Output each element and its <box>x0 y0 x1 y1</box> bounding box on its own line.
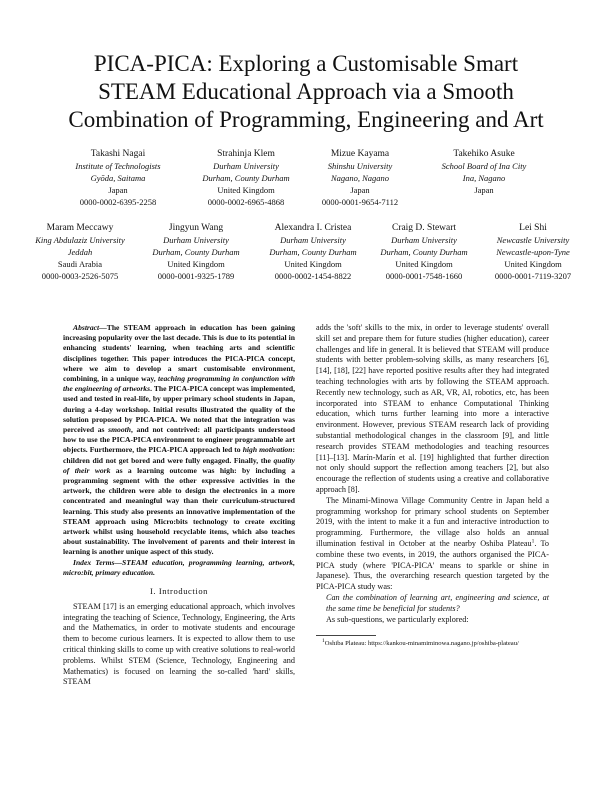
author-affiliation: Institute of Technologists <box>75 161 161 171</box>
author-block <box>58 148 178 208</box>
section-heading: I. Introduction <box>149 586 209 597</box>
abstract-text: , and not contrived: all participants understood how to use the PICA-PICA environment to engineer programmable art objects. Furthermore, the PICA-PICA approach led to <box>63 425 295 455</box>
abstract-emphasis: quality of their work <box>63 455 295 475</box>
abstract-emphasis: high motivation <box>242 445 293 455</box>
author-country: United Kingdom <box>217 185 275 195</box>
author-country: Japan <box>108 185 128 195</box>
author-block <box>186 148 306 208</box>
body-paragraph: As sub-questions, we particularly explored: <box>326 614 469 624</box>
footnote-divider <box>316 635 376 636</box>
author-affiliation: School Board of Ina City <box>441 161 527 171</box>
author-location: Durham, County Durham <box>152 247 240 257</box>
author-country: United Kingdom <box>284 259 342 269</box>
author-country: United Kingdom <box>504 259 562 269</box>
author-name: Alexandra I. Cristea <box>274 223 352 233</box>
right-column <box>316 323 549 649</box>
author-country: Japan <box>474 185 494 195</box>
author-block <box>368 222 480 282</box>
body-text: The Minami-Minowa Village Community Centre in Japan held a programming workshop for primary school students on September 2019, with the intent to make it a fun and interactive introduction to programming. Furthermore, the village also holds an annual illumination festival in October at the nearby Oshiba Plateau <box>316 495 549 548</box>
author-name: Maram Meccawy <box>46 223 114 233</box>
paper-title <box>40 50 572 134</box>
title-line: PICA-PICA: Exploring a Customisable Smart <box>93 51 519 76</box>
body-paragraph: STEAM [17] is an emerging educational approach, which involves integrating the teaching of Science, Technology, Engineering, the Arts and the Mathematics, in order to motivate students and encourage them to become curious learners. It is expected to allow them to use critical thinking skills to come up with creative solutions to real-world problems. Whilst STEM (Science, Technology, Engineering and Mathematics) is focused on learning the so-called 'hard' skills, STEAM <box>63 601 295 687</box>
abstract-text: as a learning outcome was high: by including a programming segment with the other expressive activities in the artwork, the children were able to design the electronics in a more concentrated and meaningful way than their curriculum-structured learning. This study also presents an innovative implementation of the STEAM approach using Micro:bits technology to create exciting artwork whilst using household recyclable items, which also teaches about sustainability. The involvement of parents and their interest in learning is another unique aspect of this study. <box>63 465 295 557</box>
title-line: STEAM Educational Approach via a Smooth <box>98 79 514 104</box>
author-country: Saudi Arabia <box>57 259 103 269</box>
author-orcid: 0000-0002-6965-4868 <box>207 197 285 207</box>
author-name: Jingyun Wang <box>168 223 224 233</box>
author-block <box>422 148 546 196</box>
research-question: Can the combination of learning art, engineering and science, at the same time be beneficial for students? <box>326 592 549 613</box>
abstract-emphasis: smooth <box>108 425 131 435</box>
index-terms: Index Terms—STEAM education, programming learning, artwork, micro:bit, primary education. <box>63 557 295 577</box>
author-location: Durham, County Durham <box>269 247 357 257</box>
author-orcid: 0000-0003-2526-5075 <box>41 271 119 281</box>
author-affiliation: Shinshu University <box>327 161 393 171</box>
author-block <box>24 222 136 282</box>
author-name: Mizue Kayama <box>330 149 390 159</box>
footnote-marker: 1 <box>322 638 325 645</box>
author-location: Gyōda, Saitama <box>90 173 146 183</box>
author-location: Jeddah <box>67 247 93 257</box>
title-line: Combination of Programming, Engineering and Art <box>68 107 544 132</box>
author-location: Newcastle-upon-Tyne <box>496 247 570 257</box>
author-country: Japan <box>350 185 370 195</box>
author-affiliation: Durham University <box>391 235 457 245</box>
abstract-text: . The PICA-PICA concept was implemented, used and tested in real-life, by upper primary school students in Japan, during a 4-day workshop. Initial results illustrated the quality of the solution proposed by PICA-PICA. We noted that the integration was perceived as <box>63 384 295 435</box>
left-column <box>63 323 295 688</box>
abstract-emphasis: teaching programming in conjunction with the engineering of artworks <box>63 374 295 394</box>
author-affiliation: Durham University <box>280 235 346 245</box>
author-block <box>257 222 369 282</box>
author-country: United Kingdom <box>167 259 225 269</box>
author-name: Takehiko Asuke <box>453 149 515 159</box>
author-orcid: 0000-0001-9654-7112 <box>321 197 399 207</box>
footnote <box>316 640 549 648</box>
author-name: Takashi Nagai <box>90 149 146 159</box>
author-block <box>300 148 420 208</box>
author-location: Durham, County Durham <box>202 173 290 183</box>
body-text: . To combine these two events, in 2019, the authors organised the PICA-PICA study (where 'PICA-PICA' means to sparkle or shine in Japanese). Thus, the overarching research question targeted by the PICA-PICA study was: <box>316 538 549 592</box>
author-orcid: 0000-0002-6395-2258 <box>79 197 157 207</box>
author-affiliation: Durham University <box>213 161 279 171</box>
author-orcid: 0000-0001-9325-1789 <box>157 271 235 281</box>
body-paragraph: adds the 'soft' skills to the mix, in order to leverage students' overall skill set and prepare them for future studies (higher education), career challenges and life in general. It is believed that STEAM will produce students with better problem-solving skills, as many researchers [6], [14], [18], [22] have reported positive results after they had integrated teaching technologies with arts by following the STEAM approach. Recently new technology, such as AR, VR, AI, robotics, etc, has been incorporated into STEAM to enhance Computational Thinking education, which turns further learning into more a interactive environment. However, previous STEAM research lack of providing substantial methodological changes in the classroom [9], and little research provides STEAM methodologies and teaching resources [11]–[13]. Marín-Marín et al. [19] highlighted that further direction not only should support the reflection among teachers [2], but also encourage the reflection of students using a creative and collaborative approach [8]. <box>316 323 549 494</box>
author-name: Craig D. Stewart <box>391 223 457 233</box>
author-block <box>477 222 589 282</box>
abstract-lead: Abstract <box>73 323 100 332</box>
author-affiliation: Durham University <box>163 235 229 245</box>
author-block <box>140 222 252 282</box>
author-country: United Kingdom <box>395 259 453 269</box>
author-orcid: 0000-0001-7548-1660 <box>385 271 463 281</box>
author-name: Strahinja Klem <box>217 149 275 159</box>
abstract-text: : children did not get bored and were fully engaged. Finally, the <box>63 445 295 465</box>
body-paragraph <box>316 496 549 593</box>
author-orcid: 0000-0002-1454-8822 <box>274 271 352 281</box>
abstract <box>63 323 295 558</box>
footnote-marker: 1 <box>531 538 535 545</box>
author-affiliation: Newcastle University <box>496 235 570 245</box>
abstract-text: —The STEAM approach in education has been gaining increasing popularity over the last decade. This is due to its potential in enhancing students' learning, when teaching arts and scientific disciplines together. This paper introduces the PICA-PICA concept, where we aim to develop a smart customisable environment, combining, in a unique way, <box>63 323 295 384</box>
author-location: Nagano, Nagano <box>330 173 390 183</box>
author-affiliation: King Abdulaziz University <box>35 235 125 245</box>
author-orcid: 0000-0001-7119-3207 <box>494 271 572 281</box>
author-location: Durham, County Durham <box>380 247 468 257</box>
author-name: Lei Shi <box>519 223 547 233</box>
footnote-text: Oshiba Plateau: https://kankou-minamiminowa.nagano.jp/oshiba-plateau/ <box>324 640 519 648</box>
author-location: Ina, Nagano <box>462 173 506 183</box>
